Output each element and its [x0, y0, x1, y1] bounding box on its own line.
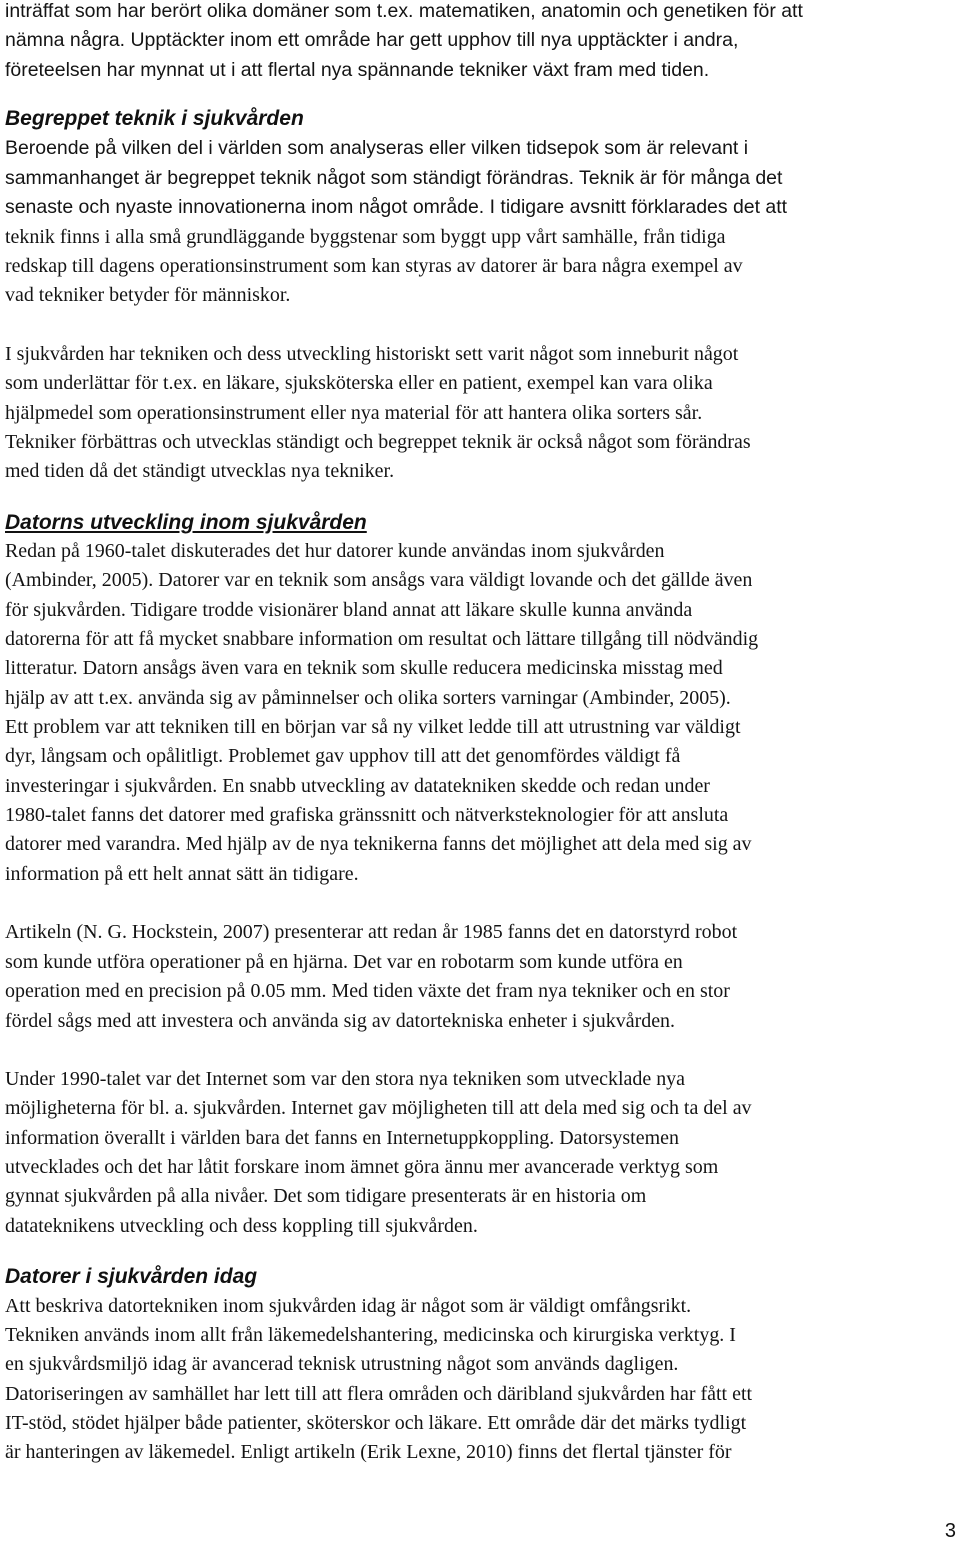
section-heading-datorer-idag: Datorer i sjukvården idag [5, 1265, 258, 1288]
text-line: är hanteringen av läkemedel. Enligt artikeln (Erik Lexne, 2010) finns det flertal tjänster för [5, 1441, 732, 1463]
text-line: Under 1990-talet var det Internet som var den stora nya tekniken som utvecklade nya [5, 1068, 686, 1090]
text-line: sammanhanget är begreppet teknik något som ständigt förändras. Teknik är för många det [5, 167, 783, 189]
text-line: möjligheterna för bl. a. sjukvården. Internet gav möjligheten till att dela med sig och ta del av [5, 1097, 752, 1119]
text-line: datorerna för att få mycket snabbare information om resultat och lättare tillgång till nödvändig [5, 628, 759, 650]
text-line: redskap till dagens operationsinstrument som kan styras av datorer är bara några exempel av [5, 255, 743, 277]
text-line: (Ambinder, 2005). Datorer var en teknik som ansågs vara väldigt lovande och det gällde även [5, 569, 753, 591]
text-line: inträffat som har berört olika domäner som t.ex. matematiken, anatomin och genetiken för att [5, 0, 803, 22]
section-heading-begreppet-teknik: Begreppet teknik i sjukvården [5, 107, 304, 130]
text-line: 1980-talet fanns det datorer med grafiska gränssnitt och nätverksteknologier för att ansluta [5, 804, 729, 826]
section-heading-datorns-utveckling: Datorns utveckling inom sjukvården [5, 511, 367, 534]
text-line: gynnat sjukvården på alla nivåer. Det som tidigare presenterats är en historia om [5, 1185, 647, 1207]
text-line: dyr, långsam och opålitligt. Problemet gav upphov till att det genomfördes väldigt få [5, 745, 681, 767]
text-line: företeelsen har mynnat ut i att flertal nya spännande tekniker växt fram med tiden. [5, 59, 710, 81]
text-line: vad tekniker betyder för människor. [5, 284, 291, 306]
text-line: hjälpmedel som operationsinstrument eller nya material för att hantera olika sorters sår. [5, 402, 703, 424]
text-line: fördel sågs med att investera och använda sig av datortekniska enheter i sjukvården. [5, 1010, 676, 1032]
text-line: med tiden då det ständigt utvecklas nya tekniker. [5, 460, 395, 482]
text-line: datateknikens utveckling och dess koppling till sjukvården. [5, 1215, 478, 1237]
text-line: litteratur. Datorn ansågs även vara en teknik som skulle reducera medicinska misstag med [5, 657, 723, 679]
text-line: för sjukvården. Tidigare trodde visionärer bland annat att läkare skulle kunna använda [5, 599, 693, 621]
page-number: 3 [944, 1520, 956, 1542]
text-line: Datoriseringen av samhället har lett till att flera områden och däribland sjukvården har fått ett [5, 1383, 753, 1405]
text-line: Tekniker förbättras och utvecklas ständigt och begreppet teknik är också något som förändras [5, 431, 751, 453]
text-line: senaste och nyaste innovationerna inom något område. I tidigare avsnitt förklarades det att [5, 196, 788, 218]
text-line: information överallt i världen bara det fanns en Internetuppkoppling. Datorsystemen [5, 1127, 679, 1149]
text-line: Artikeln (N. G. Hockstein, 2007) presenterar att redan år 1985 fanns det en datorstyrd robot [5, 921, 738, 943]
text-line: en sjukvårdsmiljö idag är avancerad teknisk utrustning något som används dagligen. [5, 1353, 679, 1375]
text-line: operation med en precision på 0.05 mm. Med tiden växte det fram nya tekniker och en stor [5, 980, 730, 1002]
text-line: som kunde utföra operationer på en hjärna. Det var en robotarm som kunde utföra en [5, 951, 683, 973]
text-line: Tekniken används inom allt från läkemedelshantering, medicinska och kirurgiska verktyg. I [5, 1324, 736, 1346]
text-line: I sjukvården har tekniken och dess utveckling historiskt sett varit något som inneburit något [5, 343, 739, 365]
text-line: investeringar i sjukvården. En snabb utveckling av datatekniken skedde och redan under [5, 775, 710, 797]
text-line: Redan på 1960-talet diskuterades det hur datorer kunde användas inom sjukvården [5, 540, 665, 562]
text-line: datorer med varandra. Med hjälp av de nya teknikerna fanns det möjlighet att dela med sig av [5, 833, 752, 855]
text-line: Beroende på vilken del i världen som analyseras eller vilken tidsepok som är relevant i [5, 137, 749, 159]
text-line: information på ett helt annat sätt än tidigare. [5, 863, 359, 885]
text-line: utvecklades och det har låtit forskare inom ämnet göra ännu mer avancerade verktyg som [5, 1156, 719, 1178]
text-line: IT-stöd, stödet hjälper både patienter, sköterskor och läkare. Ett område där det märks tydligt [5, 1412, 747, 1434]
text-line: Att beskriva datortekniken inom sjukvården idag är något som är väldigt omfångsrikt. [5, 1295, 692, 1317]
text-line: som underlättar för t.ex. en läkare, sjuksköterska eller en patient, exempel kan vara olika [5, 372, 713, 394]
text-line: hjälp av att t.ex. använda sig av påminnelser och olika sorters varningar (Ambinder, 2005). [5, 687, 731, 709]
text-line: Ett problem var att tekniken till en början var så ny vilket ledde till att utrustning var väldigt [5, 716, 741, 738]
text-line: teknik finns i alla små grundläggande byggstenar som byggt upp vårt samhälle, från tidiga [5, 226, 726, 248]
text-line: nämna några. Upptäckter inom ett område har gett upphov till nya upptäckter i andra, [5, 29, 739, 51]
